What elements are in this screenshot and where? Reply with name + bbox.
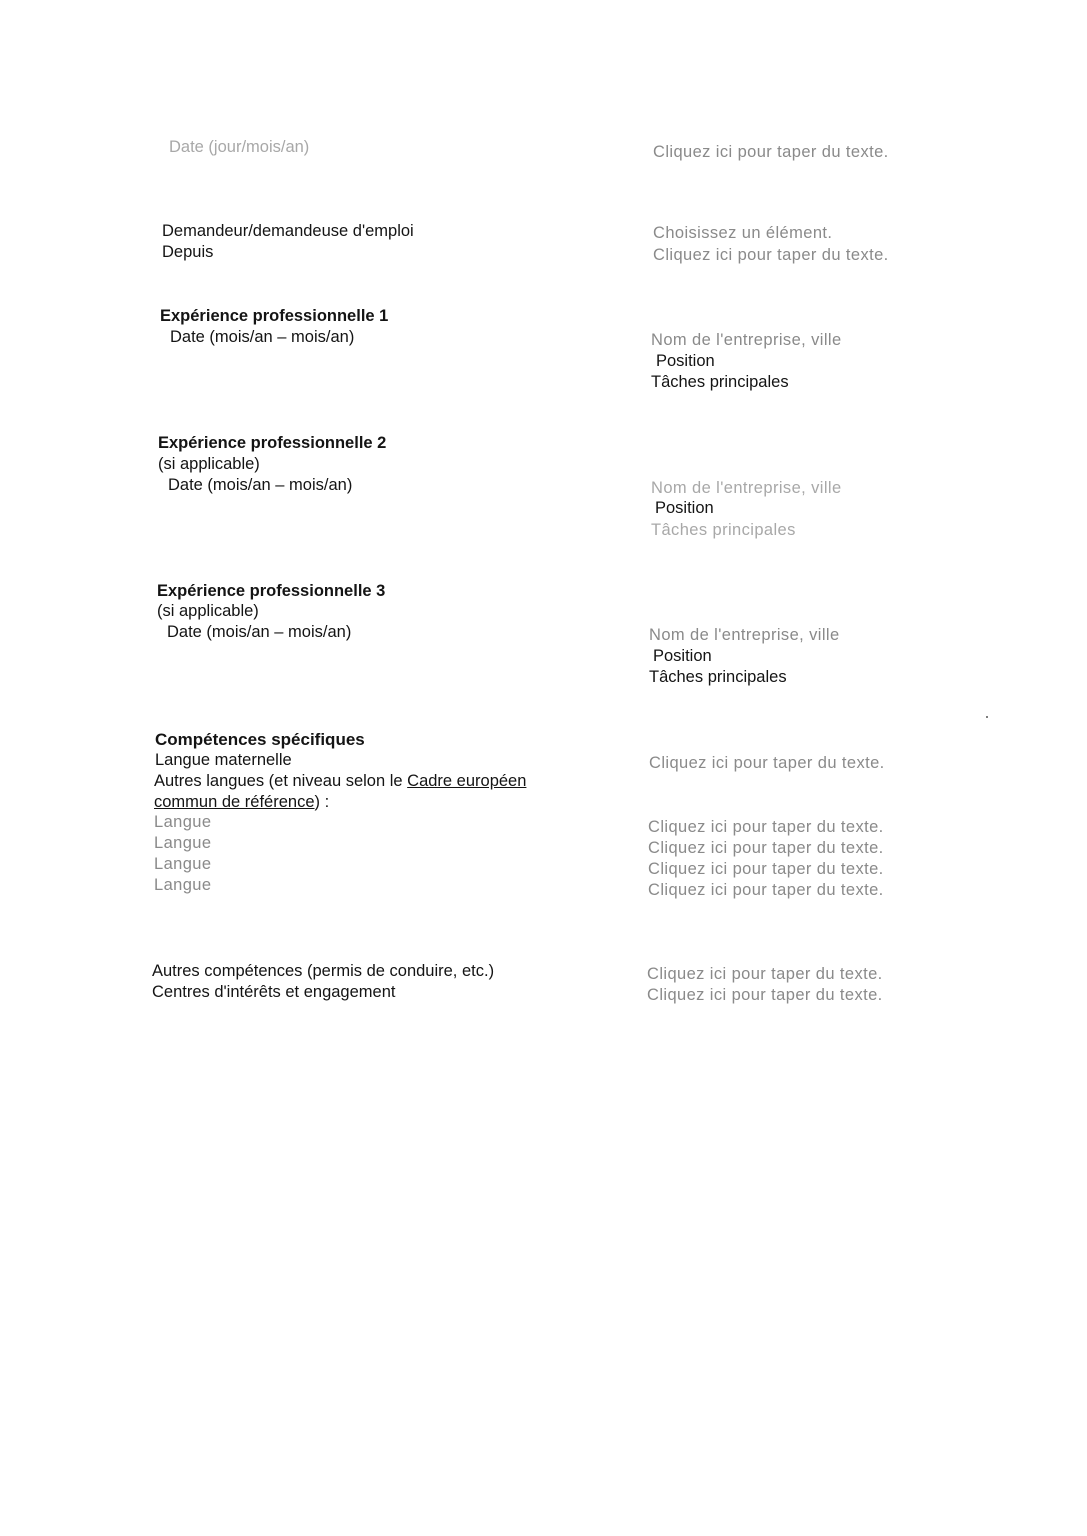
- experience-2-position-field[interactable]: Position: [655, 499, 714, 517]
- language-2-label: Langue: [154, 834, 212, 852]
- experience-2-title: Expérience professionnelle 2: [158, 434, 387, 452]
- experience-1-company-field[interactable]: Nom de l'entreprise, ville: [651, 331, 842, 349]
- other-languages-prefix: Autres langues (et niveau selon le: [154, 772, 408, 790]
- other-languages-suffix: ) :: [314, 793, 330, 811]
- cefr-link-part2[interactable]: commun de référence: [154, 793, 315, 811]
- experience-2-note: (si applicable): [158, 455, 260, 473]
- language-3-label: Langue: [154, 855, 212, 873]
- date-field[interactable]: Cliquez ici pour taper du texte.: [653, 143, 889, 161]
- experience-3-tasks-field[interactable]: Tâches principales: [649, 668, 787, 686]
- language-4-field[interactable]: Cliquez ici pour taper du texte.: [648, 881, 884, 899]
- mother-tongue-field[interactable]: Cliquez ici pour taper du texte.: [649, 754, 885, 772]
- skills-title: Compétences spécifiques: [155, 730, 365, 749]
- mother-tongue-label: Langue maternelle: [155, 751, 292, 769]
- experience-2-date-label: Date (mois/an – mois/an): [168, 476, 353, 494]
- experience-2-tasks-field[interactable]: Tâches principales: [651, 521, 796, 539]
- other-languages-line1: [154, 771, 526, 792]
- other-skills-field[interactable]: Cliquez ici pour taper du texte.: [647, 965, 883, 983]
- interests-label: Centres d'intérêts et engagement: [152, 983, 396, 1001]
- language-2-field[interactable]: Cliquez ici pour taper du texte.: [648, 839, 884, 857]
- other-skills-label: Autres compétences (permis de conduire, etc.): [152, 962, 495, 980]
- language-1-label: Langue: [154, 813, 212, 831]
- experience-1-title: Expérience professionnelle 1: [160, 307, 389, 325]
- experience-3-title: Expérience professionnelle 3: [157, 582, 386, 600]
- experience-1-position-field[interactable]: Position: [656, 352, 715, 370]
- experience-1-date-label: Date (mois/an – mois/an): [170, 328, 355, 346]
- language-1-field[interactable]: Cliquez ici pour taper du texte.: [648, 818, 884, 836]
- other-languages-line2: [154, 792, 329, 813]
- experience-3-note: (si applicable): [157, 602, 259, 620]
- language-3-field[interactable]: Cliquez ici pour taper du texte.: [648, 860, 884, 878]
- since-field[interactable]: Cliquez ici pour taper du texte.: [653, 246, 889, 264]
- experience-3-company-field[interactable]: Nom de l'entreprise, ville: [649, 626, 840, 644]
- status-select[interactable]: Choisissez un élément.: [653, 224, 833, 242]
- job-seeker-label: Demandeur/demandeuse d'emploi: [162, 222, 414, 240]
- cefr-link-part1[interactable]: Cadre européen: [407, 772, 527, 790]
- experience-3-date-label: Date (mois/an – mois/an): [167, 623, 352, 641]
- interests-field[interactable]: Cliquez ici pour taper du texte.: [647, 986, 883, 1004]
- date-label: Date (jour/mois/an): [169, 138, 310, 156]
- scan-speck: [986, 716, 988, 718]
- since-label: Depuis: [162, 243, 214, 261]
- experience-1-tasks-field[interactable]: Tâches principales: [651, 373, 789, 391]
- experience-2-company-field[interactable]: Nom de l'entreprise, ville: [651, 479, 842, 497]
- language-4-label: Langue: [154, 876, 212, 894]
- experience-3-position-field[interactable]: Position: [653, 647, 712, 665]
